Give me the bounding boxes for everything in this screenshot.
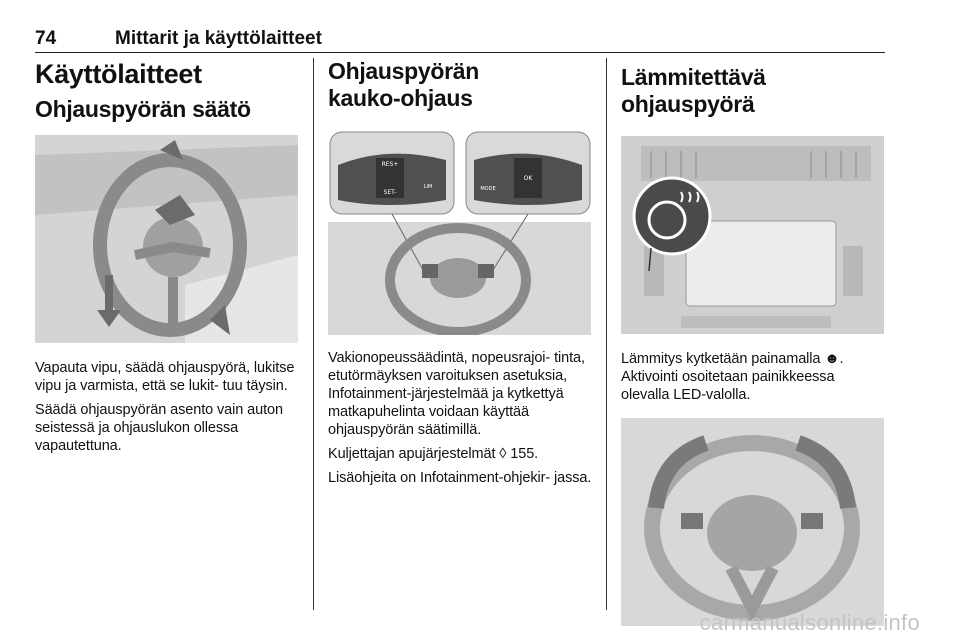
btn-lim-label: LIM bbox=[423, 184, 433, 190]
heated-button-figure bbox=[621, 136, 884, 334]
btn-res-label: RES+ bbox=[381, 161, 399, 168]
section-title-line2: kauko-ohjaus bbox=[328, 85, 473, 111]
dashboard-illustration bbox=[621, 136, 884, 334]
section-title-line1: Ohjauspyörän bbox=[328, 58, 480, 84]
heated-paragraph-1: Lämmitys kytketään painamalla ☻. bbox=[621, 351, 844, 367]
running-head: Mittarit ja käyttölaitteet bbox=[115, 28, 322, 49]
btn-ok-label: OK bbox=[523, 175, 533, 182]
remote-paragraph-1: Vakionopeussäädintä, nopeusrajoi- tinta, etutörmäyksen varoituksen asetuksia, Infotainment-järjestelmää ja kytkettyä matkapuhelinta voidaan käyttää ohjauspyörän säätimillä. bbox=[328, 350, 585, 438]
remote-control-illustration bbox=[328, 130, 591, 335]
heated-wheel-illustration bbox=[621, 418, 884, 626]
heated-paragraph-2: Aktivointi osoitetaan painikkeessa olevalla LED-valolla. bbox=[621, 369, 835, 403]
steering-adjust-figure bbox=[35, 135, 298, 343]
column-divider-1 bbox=[313, 58, 314, 610]
heated-wheel-figure bbox=[621, 418, 884, 626]
section-title: Käyttölaitteet bbox=[35, 59, 202, 89]
watermark-logo: carmanualsonline.info bbox=[699, 610, 920, 635]
remote-paragraph-2: Kuljettajan apujärjestelmät ◊ 155. bbox=[328, 446, 539, 462]
column-heated-steering bbox=[621, 58, 886, 626]
section-title: Lämmitettävä ohjauspyörä bbox=[621, 64, 766, 117]
btn-set-label: SET- bbox=[383, 189, 397, 196]
remote-control-figure bbox=[328, 130, 591, 335]
column-steering-adjustment bbox=[35, 58, 300, 455]
column-remote-control bbox=[328, 58, 593, 487]
remote-paragraph-3: Lisäohjeita on Infotainment-ohjekir- jassa. bbox=[328, 470, 592, 486]
column-divider-2 bbox=[606, 58, 607, 610]
page-number: 74 bbox=[35, 28, 57, 49]
instruction-paragraph-2: Säädä ohjauspyörän asento vain auton seistessä ja ohjauslukon ollessa vapautettuna. bbox=[35, 402, 283, 454]
steering-adjust-illustration bbox=[35, 135, 298, 343]
btn-mode-label: MODE bbox=[480, 186, 496, 192]
subsection-title: Ohjauspyörän säätö bbox=[35, 96, 251, 122]
instruction-paragraph-1: Vapauta vipu, säädä ohjauspyörä, lukitse vipu ja varmista, että se lukit- tuu täysin. bbox=[35, 360, 295, 394]
page-header bbox=[35, 26, 885, 53]
